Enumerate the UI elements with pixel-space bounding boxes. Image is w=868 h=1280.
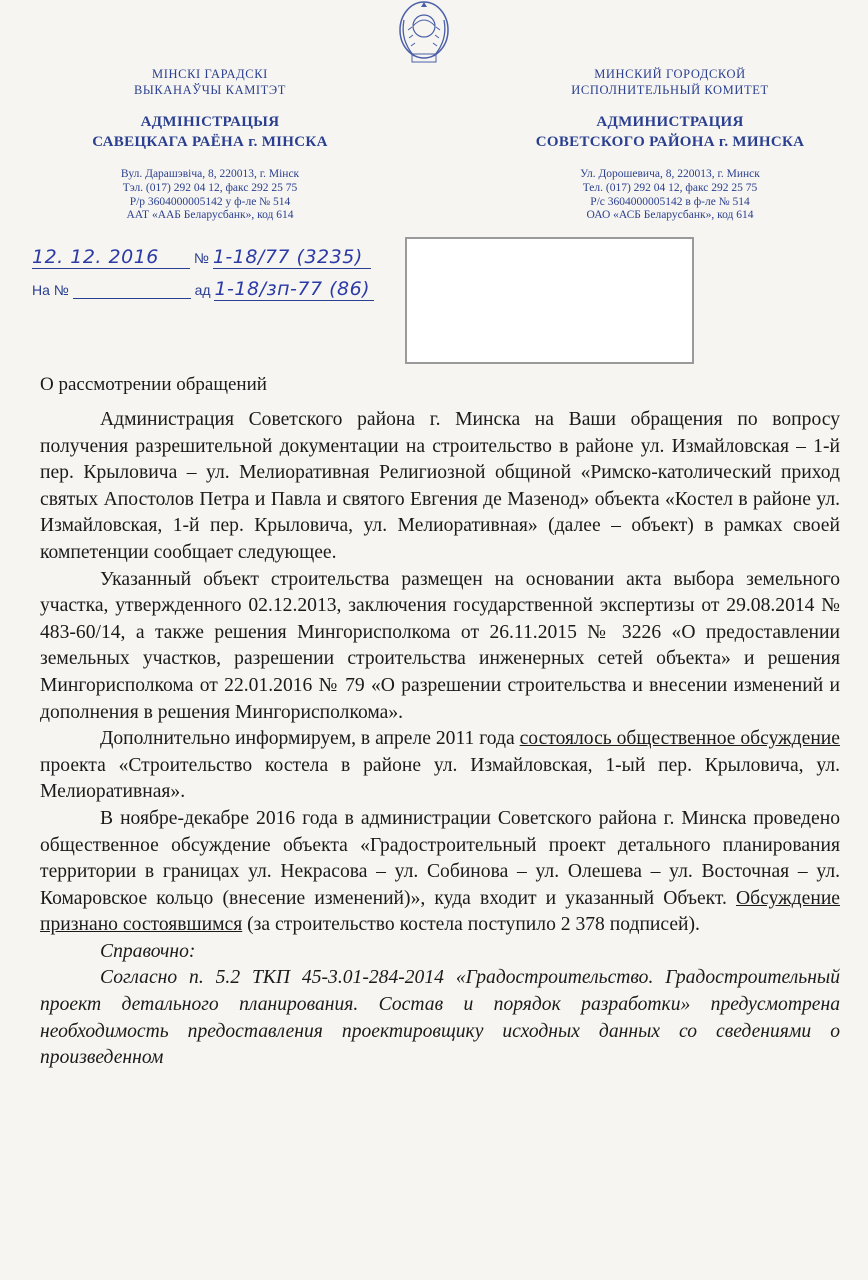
note-paragraph: Согласно п. 5.2 ТКП 45-3.01-284-2014 «Градостроительство. Градостроительный проект детального планирования. Состав и порядок разработки» предусмотрена необходимость предоставления проектировщику исходных данных со сведениями о произведенном xyxy=(40,967,840,1069)
paragraph-3: Дополнительно информируем, в апреле 2011 года состоялось общественное обсуждение проекта «Строительство костела в районе ул. Измайловская, 1-ый пер. Крыловича, ул. Мелиоративная». xyxy=(40,728,840,803)
underlined-phrase: Обсуждение признано состоявшимся xyxy=(40,887,840,936)
address-by-1: Вул. Дарашэвіча, 8, 220013, г. Мінск xyxy=(120,168,300,180)
letter-subject: О рассмотрении обращений xyxy=(40,374,267,395)
paragraph-4: В ноябре-декабре 2016 года в администрации Советского района г. Минска проведено общественное обсуждение объекта «Градостроительный проект детального планирования территории в границах ул. Некрасова – ул. Собинова – ул. Олешева – ул. Восточная – ул. Комаровское кольцо (внесение изменений)», куда входит и указанный Объект. Обсуждение признано состоявшимся (за строительство костела поступило 2 378 подписей). xyxy=(40,807,840,936)
reply-to-label: На № xyxy=(32,282,69,298)
admin-name-by-1: АДМІНІСТРАЦЫЯ xyxy=(140,114,280,130)
registration-line-2 xyxy=(32,278,374,301)
note-label: Справочно: xyxy=(100,940,196,962)
paragraph-2: Указанный объект строительства размещен на основании акта выбора земельного участка, утвержденного 02.12.2013, заключения государственной экспертизы от 29.08.2014 № 483-60/14, а также решения Мингорисполкома от 26.11.2015 № 3226 «О предоставлении земельных участков, разрешении строительства инженерных сетей объекта» и решения Мингорисполкома от 22.01.2016 № 79 «О разрешении строительства и внесении изменений и дополнения в решения Мингорисполкома». xyxy=(40,568,840,723)
handwritten-reference-number: 1-18/зп-77 (86) xyxy=(214,278,374,301)
state-emblem-icon xyxy=(396,0,452,68)
paragraph-1: Администрация Советского района г. Минска на Ваши обращения по вопросу получения разрешительной документации на строительство в районе ул. Измайловская – 1-й пер. Крыловича – ул. Мелиоративная Религиозной общиной «Римско-католический приход святых Апостолов Петра и Павла и святого Евгения де Мазенод» объекта «Костел в районе ул. Измайловская, 1-й пер. Крыловича, ул. Мелиоративная» (далее – объект) в рамках своей компетенции сообщает следующее. xyxy=(40,409,840,563)
address-ru-3: Р/с 3604000005142 в ф-ле № 514 xyxy=(590,195,750,208)
header-right-block xyxy=(490,66,850,223)
org-name-by-1: МІНСКІ ГАРАДСКІ xyxy=(152,67,268,81)
letter-body xyxy=(40,407,840,1072)
header-left-block xyxy=(40,66,380,223)
admin-name-by-2: САВЕЦКАГА РАЁНА г. МІНСКА xyxy=(92,134,328,150)
number-label: № xyxy=(193,250,209,266)
address-ru-2: Тел. (017) 292 04 12, факс 292 25 75 xyxy=(582,181,758,194)
address-by-2: Тэл. (017) 292 04 12, факс 292 25 75 xyxy=(122,181,298,194)
address-by-3: Р/р 3604000005142 у ф-ле № 514 xyxy=(129,195,291,208)
address-ru-4: ОАО «АСБ Беларусбанк», код 614 xyxy=(586,209,754,222)
redacted-addressee-box xyxy=(405,237,694,364)
handwritten-outgoing-number: 1-18/77 (3235) xyxy=(213,246,371,269)
admin-name-ru-2: СОВЕТСКОГО РАЙОНА г. МИНСКА xyxy=(535,134,805,150)
org-name-ru-2: ИСПОЛНИТЕЛЬНЫЙ КОМИТЕТ xyxy=(571,83,769,97)
registration-line-1 xyxy=(32,246,371,269)
handwritten-date: 12. 12. 2016 xyxy=(32,246,190,269)
address-by-4: ААТ «ААБ Беларусбанк», код 614 xyxy=(126,209,294,222)
org-name-by-2: ВЫКАНАЎЧЫ КАМІТЭТ xyxy=(133,83,287,97)
from-label: ад xyxy=(194,282,211,298)
admin-name-ru-1: АДМИНИСТРАЦИЯ xyxy=(596,114,744,130)
underlined-phrase: состоялось общественное обсуждение xyxy=(519,728,840,750)
org-name-ru-1: МИНСКИЙ ГОРОДСКОЙ xyxy=(594,67,746,81)
address-ru-1: Ул. Дорошевича, 8, 220013, г. Минск xyxy=(580,168,760,180)
